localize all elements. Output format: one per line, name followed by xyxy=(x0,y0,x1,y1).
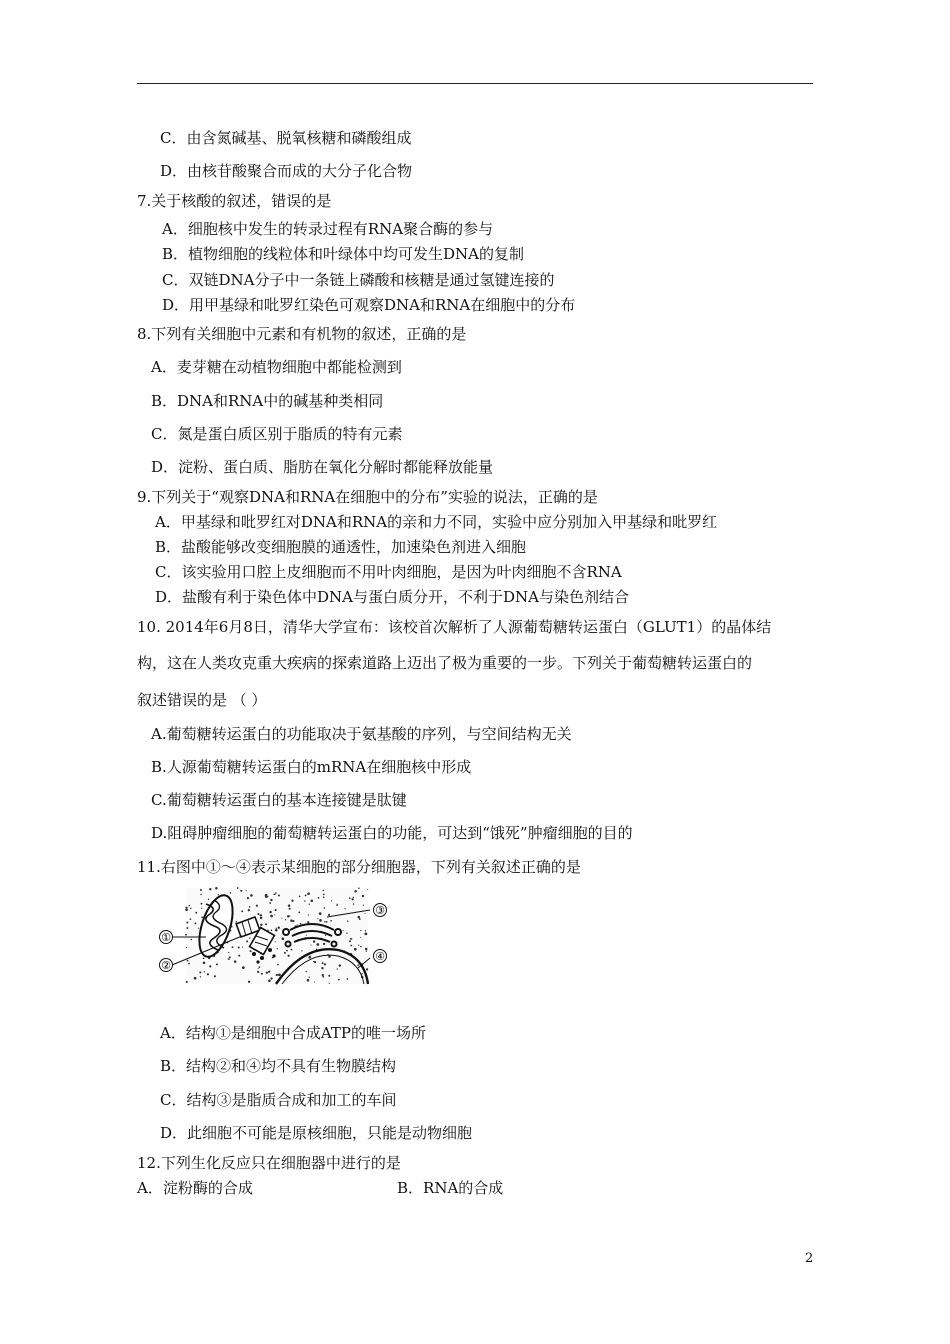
stipple-dot xyxy=(278,974,281,977)
q9-option-d: D．盐酸有利于染色体中DNA与蛋白质分开，不利于DNA与染色剂结合 xyxy=(155,588,629,606)
stipple-dot xyxy=(275,909,277,911)
q11-option-b: B．结构②和④均不具有生物膜结构 xyxy=(160,1057,397,1075)
stipple-dot xyxy=(290,919,293,922)
stipple-dot xyxy=(314,961,316,963)
stipple-dot xyxy=(201,903,203,905)
stipple-dot xyxy=(326,921,328,923)
q8-stem: 8.下列有关细胞中元素和有机物的叙述，正确的是 xyxy=(137,325,467,343)
stipple-dot xyxy=(234,960,237,963)
stipple-dot xyxy=(286,950,288,952)
q6-option-c: C．由含氮碱基、脱氧核糖和磷酸组成 xyxy=(160,129,412,147)
stipple-dot xyxy=(309,904,310,905)
q7-option-d: D．用甲基绿和吡罗红染色可观察DNA和RNA在细胞中的分布 xyxy=(162,296,576,314)
stipple-dot xyxy=(238,955,240,957)
stipple-dot xyxy=(331,900,332,901)
q9-option-b: B．盐酸能够改变细胞膜的通透性，加速染色剂进入细胞 xyxy=(155,538,527,556)
stipple-dot xyxy=(258,968,259,969)
stipple-dot xyxy=(228,958,230,960)
stipple-dot xyxy=(216,963,218,965)
stipple-dot xyxy=(268,980,271,983)
stipple-dot xyxy=(281,918,282,919)
stipple-dot xyxy=(314,982,315,983)
stipple-dot xyxy=(209,965,211,967)
stipple-dot xyxy=(246,890,247,891)
stipple-dot xyxy=(270,915,273,918)
stipple-dot xyxy=(246,940,248,942)
stipple-dot xyxy=(359,918,361,920)
stipple-dot xyxy=(257,913,259,915)
q8-option-b: B．DNA和RNA中的碱基种类相同 xyxy=(151,392,384,410)
stipple-dot xyxy=(189,905,191,907)
page-number: 2 xyxy=(805,1251,814,1266)
stipple-dot xyxy=(328,914,330,916)
q10-stem-line2: 构，这在人类攻克重大疾病的探索道路上迈出了极为重要的一步。下列关于葡萄糖转运蛋白的 xyxy=(137,654,753,672)
q8-option-c: C．氮是蛋白质区别于脂质的特有元素 xyxy=(151,425,403,443)
q6-option-d: D．由核苷酸聚合而成的大分子化合物 xyxy=(160,162,413,180)
stipple-dot xyxy=(347,920,348,921)
stipple-dot xyxy=(358,887,360,889)
q10-option-b: B.人源葡萄糖转运蛋白的mRNA在细胞核中形成 xyxy=(151,758,472,776)
stipple-dot xyxy=(322,890,324,892)
stipple-dot xyxy=(289,915,290,916)
stipple-dot xyxy=(329,983,330,984)
q12-stem: 12.下列生化反应只在细胞器中进行的是 xyxy=(137,1154,401,1172)
stipple-dot xyxy=(291,949,293,951)
stipple-dot xyxy=(304,900,305,901)
stipple-dot xyxy=(259,966,261,968)
stipple-dot xyxy=(307,892,310,895)
stipple-dot xyxy=(305,894,307,896)
stipple-dot xyxy=(200,976,201,977)
stipple-dot xyxy=(232,947,233,948)
stipple-dot xyxy=(325,935,326,936)
figure-label-3: ③ xyxy=(375,904,385,917)
stipple-dot xyxy=(229,956,231,958)
stipple-dot xyxy=(309,977,310,978)
stipple-dot xyxy=(275,930,277,932)
stipple-dot xyxy=(322,976,324,978)
stipple-dot xyxy=(349,940,351,942)
stipple-dot xyxy=(311,900,314,903)
stipple-dot xyxy=(351,938,352,939)
stipple-dot xyxy=(353,903,354,904)
stipple-dot xyxy=(337,968,338,969)
q11-option-c: C．结构③是脂质合成和加工的车间 xyxy=(160,1091,397,1109)
stipple-dot xyxy=(188,963,189,964)
stipple-dot xyxy=(308,956,311,959)
stipple-dot xyxy=(285,919,286,920)
stipple-dot xyxy=(310,945,311,946)
stipple-dot xyxy=(322,974,324,976)
stipple-dot xyxy=(366,968,368,970)
stipple-dot xyxy=(250,950,252,952)
stipple-dot xyxy=(186,981,188,983)
q11-stem: 11.右图中①～④表示某细胞的部分细胞器，下列有关叙述正确的是 xyxy=(137,858,581,876)
stipple-dot xyxy=(214,975,216,977)
stipple-dot xyxy=(344,908,345,909)
stipple-dot xyxy=(336,904,338,906)
stipple-dot xyxy=(360,930,361,931)
q11-option-a: A．结构①是细胞中合成ATP的唯一场所 xyxy=(160,1024,426,1042)
stipple-dot xyxy=(207,973,209,975)
stipple-dot xyxy=(270,899,272,901)
stipple-dot xyxy=(298,912,300,914)
stipple-dot xyxy=(249,937,250,938)
stipple-dot xyxy=(365,948,368,951)
stipple-dot xyxy=(347,978,349,980)
stipple-dot xyxy=(185,908,188,911)
stipple-dot xyxy=(287,955,289,957)
stipple-dot xyxy=(204,971,205,972)
stipple-dot xyxy=(261,973,263,975)
stipple-dot xyxy=(301,950,302,951)
header-rule xyxy=(137,83,813,84)
stipple-dot xyxy=(365,933,368,936)
stipple-dot xyxy=(299,895,301,897)
stipple-dot xyxy=(215,887,218,890)
stipple-dot xyxy=(354,890,357,893)
stipple-dot xyxy=(185,934,187,936)
stipple-dot xyxy=(308,914,309,915)
figure-label-1: ① xyxy=(161,931,171,944)
stipple-dot xyxy=(313,940,315,942)
stipple-dot xyxy=(271,929,273,931)
stipple-dot xyxy=(284,952,286,954)
cell-organelle-figure xyxy=(158,884,394,988)
stipple-dot xyxy=(350,945,352,947)
stipple-dot xyxy=(328,975,330,977)
stipple-dot xyxy=(330,920,332,922)
stipple-dot xyxy=(357,964,359,966)
stipple-dot xyxy=(289,908,291,910)
stipple-dot xyxy=(190,918,192,920)
q9-option-a: A．甲基绿和吡罗红对DNA和RNA的亲和力不同，实验中应分别加入甲基绿和吡罗红 xyxy=(155,513,718,531)
stipple-dot xyxy=(195,912,197,914)
q7-stem: 7.关于核酸的叙述，错误的是 xyxy=(137,192,332,210)
stipple-dot xyxy=(282,937,285,940)
stipple-dot xyxy=(339,964,341,966)
stipple-dot xyxy=(324,907,326,909)
stipple-dot xyxy=(194,977,197,980)
stipple-dot xyxy=(354,948,357,951)
stipple-dot xyxy=(338,979,340,981)
stipple-dot xyxy=(260,924,262,926)
stipple-dot xyxy=(349,897,351,899)
stipple-dot xyxy=(191,939,193,941)
stipple-dot xyxy=(274,914,275,915)
stipple-dot xyxy=(248,981,250,983)
stipple-dot xyxy=(358,945,359,946)
stipple-dot xyxy=(186,927,188,929)
stipple-dot xyxy=(278,926,280,928)
stipple-dot xyxy=(270,977,272,979)
stipple-dot xyxy=(317,918,318,919)
stipple-dot xyxy=(201,908,202,909)
stipple-dot xyxy=(319,919,322,922)
stipple-dot xyxy=(187,960,189,962)
stipple-dot xyxy=(269,971,270,972)
stipple-dot xyxy=(275,892,277,894)
stipple-dot xyxy=(266,972,268,974)
stipple-dot xyxy=(323,896,325,898)
stipple-dot xyxy=(186,947,187,948)
stipple-dot xyxy=(360,937,361,938)
stipple-dot xyxy=(260,914,262,916)
q8-option-d: D．淀粉、蛋白质、脂肪在氧化分解时都能释放能量 xyxy=(151,458,494,476)
stipple-dot xyxy=(346,932,347,933)
q10-option-c: C.葡萄糖转运蛋白的基本连接键是肽键 xyxy=(151,791,407,809)
stipple-dot xyxy=(277,964,279,966)
stipple-dot xyxy=(364,913,365,914)
stipple-dot xyxy=(324,963,326,965)
stipple-dot xyxy=(228,952,229,953)
q12-option-a: A．淀粉酶的合成 xyxy=(137,1179,253,1197)
stipple-dot xyxy=(276,928,277,929)
stipple-dot xyxy=(265,894,268,897)
stipple-dot xyxy=(250,894,253,897)
stipple-dot xyxy=(247,897,249,899)
stipple-dot xyxy=(185,907,187,909)
stipple-dot xyxy=(203,961,206,964)
q7-option-a: A．细胞核中发生的转录过程有RNA聚合酶的参与 xyxy=(162,220,494,238)
q7-option-b: B．植物细胞的线粒体和叶绿体中均可发生DNA的复制 xyxy=(162,245,525,263)
stipple-dot xyxy=(322,962,324,964)
q11-option-d: D．此细胞不可能是原核细胞，只能是动物细胞 xyxy=(160,1124,473,1142)
stipple-dot xyxy=(242,966,245,969)
stipple-dot xyxy=(353,897,354,898)
stipple-dot xyxy=(269,902,271,904)
stipple-dot xyxy=(256,905,258,907)
stipple-dot xyxy=(260,917,262,919)
q10-option-d: D.阻碍肿瘤细胞的葡萄糖转运蛋白的功能，可达到“饿死”肿瘤细胞的目的 xyxy=(151,824,633,842)
stipple-dot xyxy=(201,916,203,918)
stipple-dot xyxy=(367,889,368,890)
stipple-dot xyxy=(230,892,232,894)
stipple-dot xyxy=(200,889,202,891)
stipple-dot xyxy=(343,930,344,931)
stipple-dot xyxy=(241,910,243,912)
stipple-dot xyxy=(186,921,188,923)
stipple-dot xyxy=(275,941,276,942)
stipple-dot xyxy=(269,911,271,913)
stipple-dot xyxy=(321,967,323,969)
stipple-dot xyxy=(218,894,219,895)
stipple-dot xyxy=(209,888,211,890)
stipple-dot xyxy=(276,974,278,976)
stipple-dot xyxy=(291,900,293,902)
figure-label-2: ② xyxy=(161,959,171,972)
stipple-dot xyxy=(363,904,364,905)
stipple-dot xyxy=(360,946,362,948)
stipple-dot xyxy=(238,947,240,949)
stipple-dot xyxy=(366,951,367,952)
stipple-dot xyxy=(236,921,238,923)
stipple-dot xyxy=(208,899,209,900)
stipple-dot xyxy=(316,943,319,946)
figure-label-4: ④ xyxy=(375,950,385,963)
stipple-dot xyxy=(319,912,322,915)
stipple-dot xyxy=(273,894,274,895)
q10-stem-line1: 10. 2014年6月8日，清华大学宣布：该校首次解析了人源葡萄糖转运蛋白（GLUT1）的晶体结 xyxy=(137,618,772,636)
stipple-dot xyxy=(257,971,259,973)
stipple-dot xyxy=(265,923,267,925)
q10-stem-line3: 叙述错误的是 （ ） xyxy=(137,691,267,709)
stipple-dot xyxy=(358,916,361,919)
stipple-dot xyxy=(277,948,278,949)
stipple-dot xyxy=(288,904,291,907)
stipple-dot xyxy=(300,923,302,925)
q12-option-b: B．RNA的合成 xyxy=(397,1179,504,1197)
stipple-dot xyxy=(200,894,201,895)
q9-option-c: C．该实验用口腔上皮细胞而不用叶肉细胞，是因为叶肉细胞不含RNA xyxy=(155,563,622,581)
stipple-dot xyxy=(306,935,307,936)
stipple-dot xyxy=(361,973,362,974)
q8-option-a: A．麦芽糖在动植物细胞中都能检测到 xyxy=(151,358,402,376)
stipple-dot xyxy=(203,957,205,959)
stipple-dot xyxy=(278,894,280,896)
stipple-dot xyxy=(240,890,242,892)
stipple-dot xyxy=(248,909,250,911)
stipple-dot xyxy=(323,894,325,896)
stipple-dot xyxy=(297,924,298,925)
stipple-dot xyxy=(249,906,251,908)
stipple-dot xyxy=(307,979,310,982)
stipple-dot xyxy=(242,947,243,948)
stipple-dot xyxy=(199,971,201,973)
q7-option-c: C．双链DNA分子中一条链上磷酸和核糖是通过氢键连接的 xyxy=(162,271,555,289)
stipple-dot xyxy=(198,928,199,929)
q10-option-a: A.葡萄糖转运蛋白的功能取决于氨基酸的序列，与空间结构无关 xyxy=(151,725,572,743)
stipple-dot xyxy=(362,895,364,897)
stipple-dot xyxy=(194,922,196,924)
stipple-dot xyxy=(287,915,289,917)
stipple-dot xyxy=(352,898,354,900)
stipple-dot xyxy=(237,887,239,889)
stipple-dot xyxy=(323,943,325,945)
stipple-dot xyxy=(305,971,306,972)
stipple-dot xyxy=(365,930,366,931)
stipple-dot xyxy=(190,908,191,909)
stipple-dot xyxy=(318,897,320,899)
q9-stem: 9.下列关于“观察DNA和RNA在细胞中的分布”实验的说法，正确的是 xyxy=(137,488,598,506)
stipple-dot xyxy=(324,921,326,923)
